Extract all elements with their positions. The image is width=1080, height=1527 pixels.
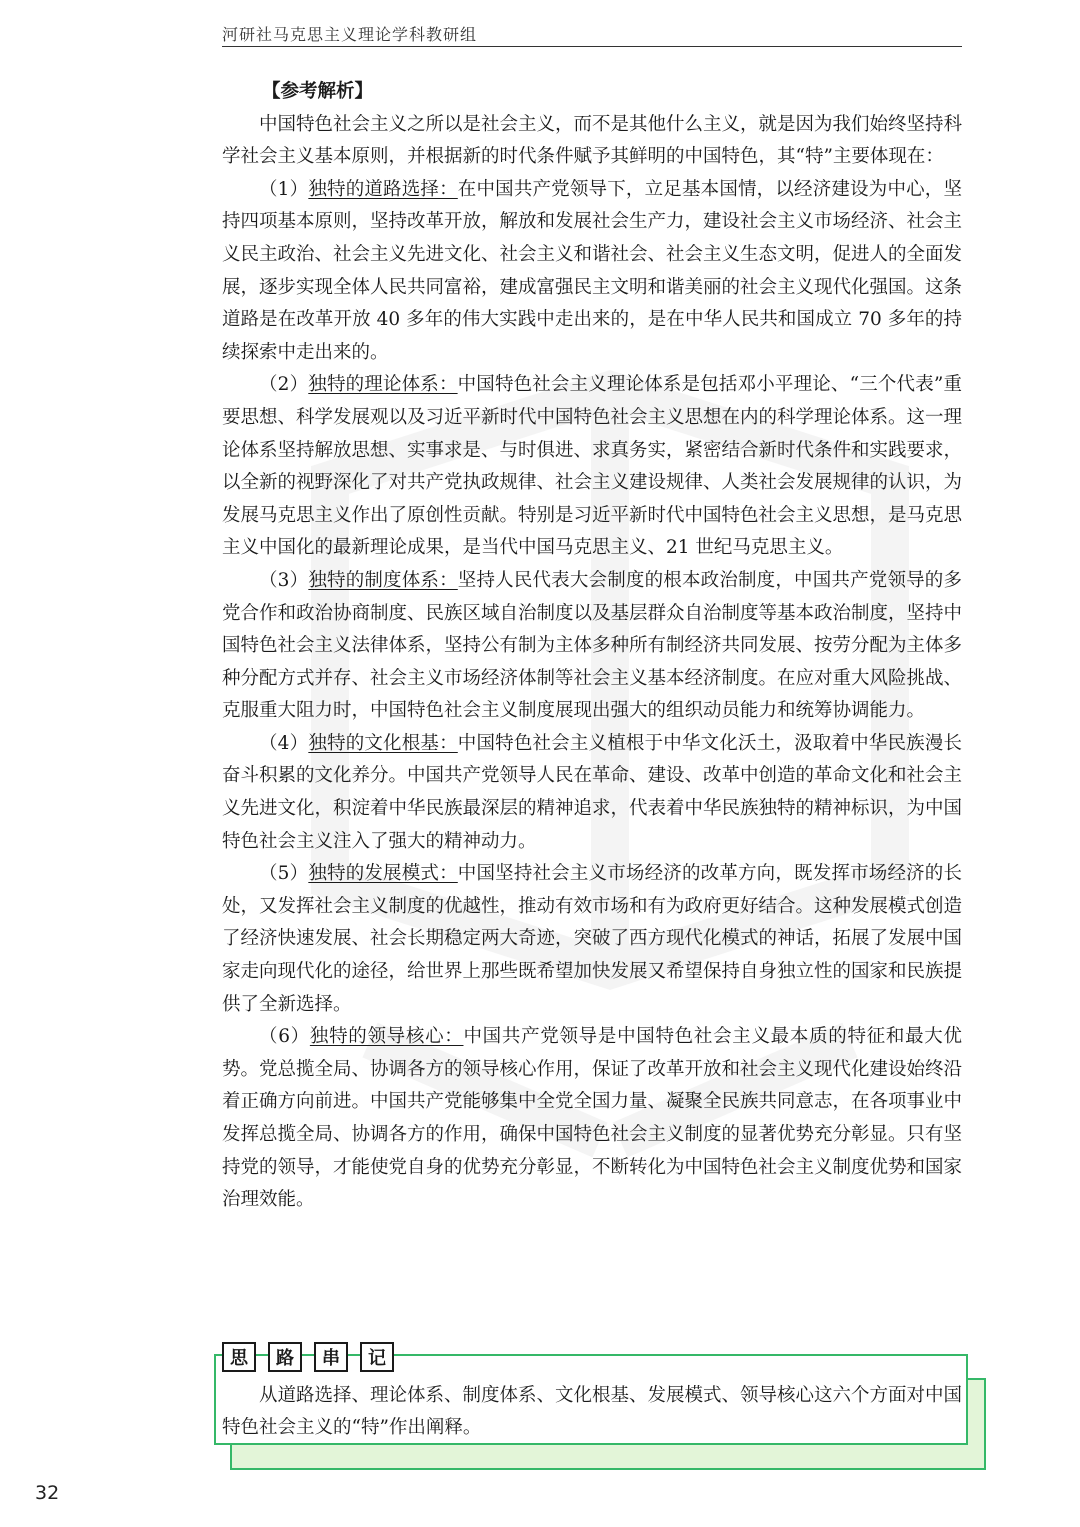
point-text: 中国特色社会主义植根于中华文化沃土，汲取着中华民族漫长奋斗积累的文化养分。中国共产党领导人民在革命、建设、改革中创造的革命文化和社会主义先进文化，积淀着中华民族最深层的精神追求，代表着中华民族独特的精神标识，为中国特色社会主义注入了强大的精神动力。 [222, 732, 963, 852]
point-text: 坚持人民代表大会制度的根本政治制度，中国共产党领导的多党合作和政治协商制度、民族区域自治制度以及基层群众自治制度等基本政治制度，坚持中国特色社会主义法律体系，坚持公有制为主体多种所有制经济共同发展、按劳分配为主体多种分配方式并存、社会主义市场经济体制等社会主义基本经济制度。在应对重大风险挑战、克服重大阻力时，中国特色社会主义制度展现出强大的组织动员能力和统筹协调能力。 [222, 569, 963, 722]
header-rule [222, 46, 962, 47]
point-keyword: 独特的发展模式： [308, 863, 458, 885]
summary-tab-si: 思 [222, 1342, 256, 1372]
point-number: （3） [259, 569, 309, 591]
point-text: 中国共产党领导是中国特色社会主义最本质的特征和最大优势。党总揽全局、协调各方的领导核心作用，保证了改革开放和社会主义现代化建设始终沿着正确方向前进。中国共产党能够集中全党全国力量、凝聚全民族共同意志，在各项事业中发挥总揽全局、协调各方的作用，确保中国特色社会主义制度的显著优势充分彰显。只有坚持党的领导，才能使党自身的优势充分彰显，不断转化为中国特色社会主义制度优势和国家治理效能。 [222, 1026, 963, 1211]
running-header: 河研社马克思主义理论学科教研组 [222, 25, 478, 44]
point-paragraph-2 [222, 369, 962, 565]
summary-tab-ji: 记 [360, 1342, 394, 1372]
point-keyword: 独特的制度体系： [308, 569, 458, 591]
summary-tab-chuan: 串 [314, 1342, 348, 1372]
page-number: 32 [35, 1482, 60, 1504]
summary-text: 从道路选择、理论体系、制度体系、文化根基、发展模式、领导核心这六个方面对中国特色社会主义的“特”作出阐释。 [222, 1385, 963, 1438]
summary-tab-lu: 路 [268, 1342, 302, 1372]
point-keyword: 独特的理论体系： [308, 374, 458, 396]
point-paragraph-1 [222, 174, 962, 370]
summary-box-tabs [222, 1342, 394, 1372]
point-paragraph-4 [222, 728, 962, 858]
point-paragraph-3 [222, 565, 962, 728]
point-paragraph-5 [222, 858, 962, 1021]
point-text: 在中国共产党领导下，立足基本国情，以经济建设为中心，坚持四项基本原则，坚持改革开放，解放和发展社会生产力，建设社会主义市场经济、社会主义民主政治、社会主义先进文化、社会主义和谐社会、社会主义生态文明，促进人的全面发展，逐步实现全体人民共同富裕，建成富强民主文明和谐美丽的社会主义现代化强国。这条道路是在改革开放 40 多年的伟大实践中走出来的，是在中华人民共和国成立 70 多年的持续探索中走出来的。 [222, 178, 963, 363]
section-title: 【参考解析】 [262, 81, 374, 102]
intro-paragraph: 中国特色社会主义之所以是社会主义，而不是其他什么主义，就是因为我们始终坚持科学社会主义基本原则，并根据新的时代条件赋予其鲜明的中国特色，其“特”主要体现在： [222, 113, 963, 168]
point-paragraph-6 [222, 1021, 962, 1217]
answer-analysis [222, 76, 962, 1217]
point-keyword: 独特的领导核心： [309, 1026, 464, 1048]
point-keyword: 独特的道路选择： [308, 178, 458, 200]
point-text: 中国特色社会主义理论体系是包括邓小平理论、“三个代表”重要思想、科学发展观以及习近平新时代中国特色社会主义思想在内的科学理论体系。这一理论体系坚持解放思想、实事求是、与时俱进、求真务实，紧密结合新时代条件和实践要求，以全新的视野深化了对共产党执政规律、社会主义建设规律、人类社会发展规律的认识，为发展马克思主义作出了原创性贡献。特别是习近平新时代中国特色社会主义思想，是马克思主义中国化的最新理论成果，是当代中国马克思主义、21 世纪马克思主义。 [222, 374, 963, 559]
point-number: （4） [259, 732, 309, 754]
point-keyword: 独特的文化根基： [308, 732, 458, 754]
point-number: （6） [259, 1026, 310, 1048]
point-number: （1） [259, 178, 309, 200]
point-number: （2） [259, 374, 309, 396]
point-number: （5） [259, 863, 309, 885]
point-text: 中国坚持社会主义市场经济的改革方向，既发挥市场经济的长处，又发挥社会主义制度的优越性，推动有效市场和有为政府更好结合。这种发展模式创造了经济快速发展、社会长期稳定两大奇迹，突破了西方现代化模式的神话，拓展了发展中国家走向现代化的途径，给世界上那些既希望加快发展又希望保持自身独立性的国家和民族提供了全新选择。 [222, 863, 963, 1015]
